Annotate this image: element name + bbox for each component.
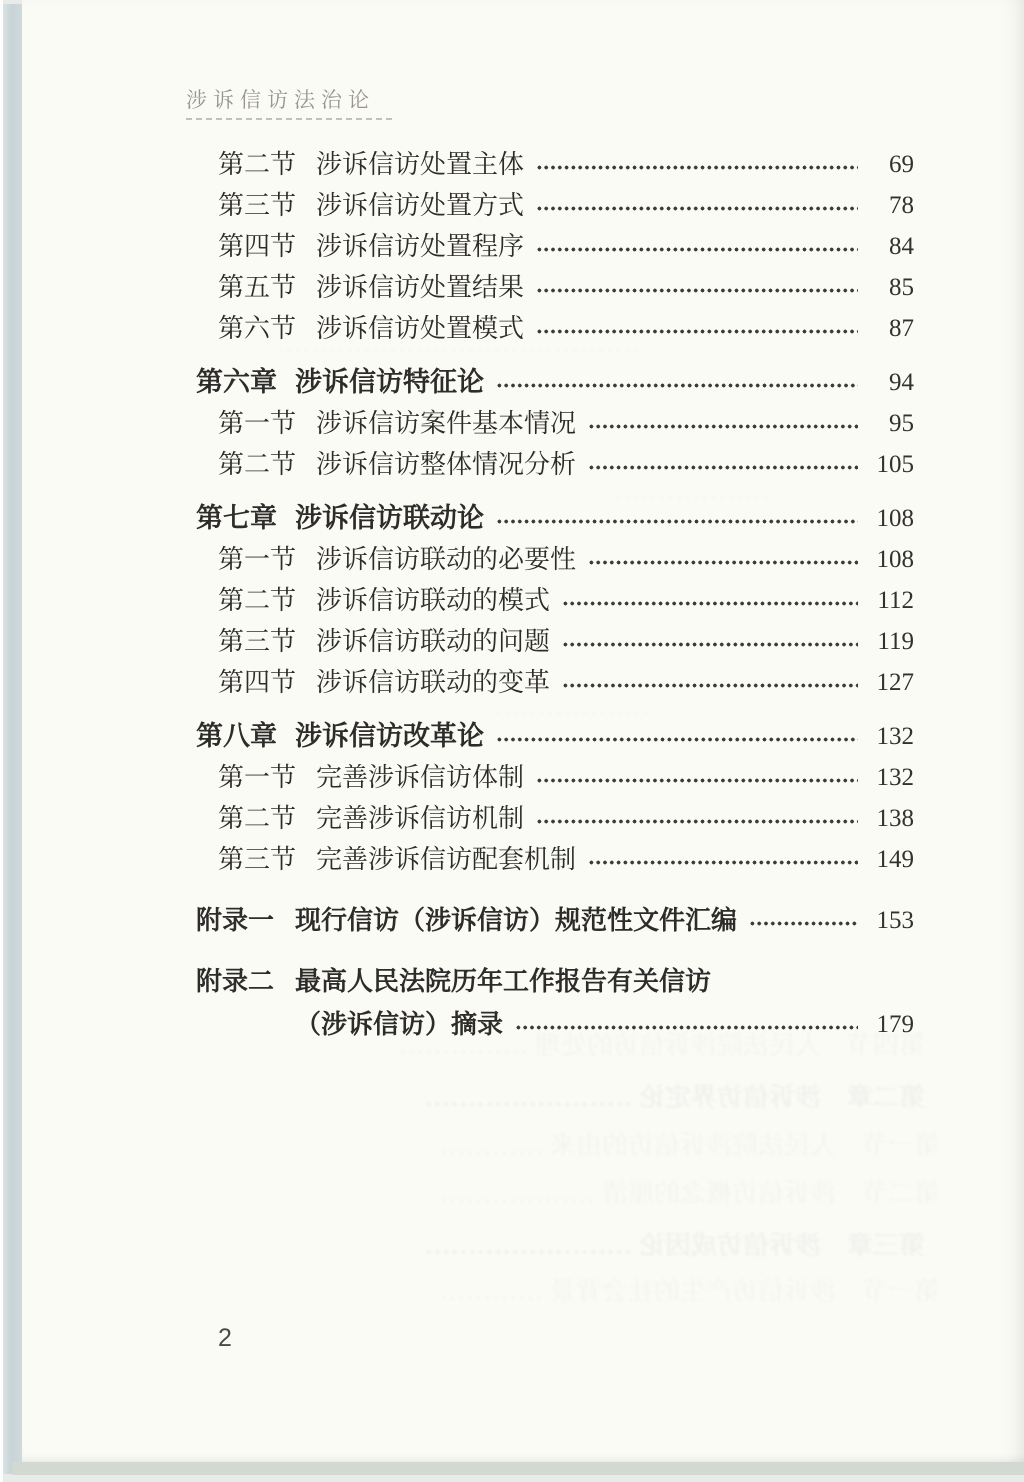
entry-number-label: 第六章 bbox=[196, 367, 277, 397]
scanned-book-page bbox=[22, 0, 1024, 1462]
running-header-dashed-rule bbox=[186, 118, 392, 120]
entry-page-number: 108 bbox=[876, 505, 914, 532]
dot-leader bbox=[562, 587, 858, 615]
entry-number-label: 附录二 bbox=[196, 966, 275, 996]
entry-page-number: 119 bbox=[877, 628, 914, 655]
entry-number-label: 第一节 bbox=[218, 409, 297, 438]
toc-entry bbox=[196, 668, 914, 697]
toc-entry bbox=[196, 586, 914, 615]
entry-title: 涉诉信访处置结果 bbox=[316, 273, 525, 302]
entry-title: 涉诉信访案件基本情况 bbox=[316, 409, 577, 438]
dot-leader bbox=[588, 410, 858, 438]
toc-entry bbox=[196, 368, 914, 397]
entry-title: 涉诉信访处置模式 bbox=[316, 314, 525, 343]
entry-number-label: 第八章 bbox=[196, 721, 277, 751]
dot-leader bbox=[562, 628, 858, 656]
toc-entry bbox=[196, 763, 914, 792]
dot-leader bbox=[588, 546, 858, 574]
scanner-edge-strip bbox=[3, 4, 22, 1474]
entry-page-number: 153 bbox=[876, 907, 914, 934]
toc-entry bbox=[196, 232, 914, 261]
entry-page-number: 127 bbox=[876, 669, 914, 696]
entry-number-label: 第七章 bbox=[196, 503, 277, 533]
entry-number-label: 附录一 bbox=[196, 905, 275, 935]
toc-entry bbox=[196, 545, 914, 574]
entry-title: 现行信访（涉诉信访）规范性文件汇编 bbox=[295, 905, 738, 935]
entry-number-label: 第三节 bbox=[218, 845, 297, 874]
dot-leader bbox=[536, 192, 858, 220]
entry-number-label: 第一节 bbox=[218, 545, 297, 574]
entry-title: 涉诉信访联动的问题 bbox=[316, 627, 551, 656]
toc-entry bbox=[196, 273, 914, 302]
toc-entry bbox=[196, 904, 914, 935]
entry-number-label: 第二节 bbox=[218, 586, 297, 615]
bleedthrough-line: 第二节 涉诉信访概念的厘清 ……………… bbox=[439, 1180, 940, 1208]
dot-leader bbox=[536, 315, 858, 343]
bleedthrough-line: 第三章 涉诉信访成因论 …………………… bbox=[424, 1232, 925, 1260]
entry-title: 涉诉信访联动论 bbox=[295, 503, 484, 533]
entry-page-number: 108 bbox=[876, 546, 914, 573]
entry-title: 涉诉信访联动的变革 bbox=[316, 668, 551, 697]
scanner-bottom-strip bbox=[12, 1462, 1024, 1475]
toc-entry bbox=[196, 1008, 914, 1039]
entry-page-number: 69 bbox=[889, 151, 914, 178]
dot-leader bbox=[536, 805, 858, 833]
toc-entry bbox=[196, 722, 914, 751]
entry-title: 涉诉信访联动的模式 bbox=[316, 586, 551, 615]
entry-number-label: 第三节 bbox=[218, 191, 297, 220]
dot-leader bbox=[496, 505, 858, 533]
dot-leader bbox=[496, 723, 858, 751]
toc-entry bbox=[196, 804, 914, 833]
dot-leader bbox=[536, 274, 858, 302]
toc-entry bbox=[196, 150, 914, 179]
entry-number-label: 第二节 bbox=[218, 804, 297, 833]
running-header: 涉诉信访法治论 bbox=[186, 88, 375, 112]
folio-page-number: 2 bbox=[218, 1324, 232, 1352]
entry-title: 涉诉信访联动的必要性 bbox=[316, 545, 577, 574]
bleedthrough-line: 第一节 人民法院涉诉信访的由来 ………… bbox=[439, 1132, 940, 1160]
entry-number-label: 第三节 bbox=[218, 627, 297, 656]
entry-page-number: 85 bbox=[889, 274, 914, 301]
entry-page-number: 87 bbox=[889, 315, 914, 342]
entry-number-label: 第二节 bbox=[218, 450, 297, 479]
entry-number-label: 第一节 bbox=[218, 763, 297, 792]
dot-leader bbox=[749, 907, 858, 935]
toc-entry bbox=[196, 504, 914, 533]
entry-title: （涉诉信访）摘录 bbox=[295, 1009, 504, 1039]
entry-title: 涉诉信访处置程序 bbox=[316, 232, 525, 261]
entry-page-number: 95 bbox=[889, 410, 914, 437]
bleedthrough-line: 第四节 人民法院涉诉信访的处理 …………… bbox=[398, 1032, 925, 1060]
entry-title: 完善涉诉信访机制 bbox=[316, 804, 525, 833]
bleedthrough-line: 第一节 涉诉信访产生的社会背景 ………… bbox=[439, 1278, 940, 1306]
dot-leader bbox=[515, 1011, 858, 1039]
toc-entry bbox=[196, 627, 914, 656]
toc-entry bbox=[196, 191, 914, 220]
dot-leader bbox=[536, 233, 858, 261]
entry-title: 涉诉信访整体情况分析 bbox=[316, 450, 577, 479]
entry-page-number: 132 bbox=[876, 723, 914, 750]
entry-page-number: 94 bbox=[889, 369, 914, 396]
dot-leader bbox=[496, 369, 858, 397]
entry-title: 完善涉诉信访配套机制 bbox=[316, 845, 577, 874]
entry-page-number: 105 bbox=[876, 451, 914, 478]
dot-leader bbox=[588, 846, 858, 874]
toc-entry bbox=[196, 314, 914, 343]
dot-leader bbox=[536, 764, 858, 792]
toc-entry bbox=[196, 965, 914, 996]
toc-entry bbox=[196, 450, 914, 479]
entry-number-label: 第四节 bbox=[218, 668, 297, 697]
entry-title: 最高人民法院历年工作报告有关信访 bbox=[295, 966, 712, 996]
toc-list bbox=[196, 150, 914, 1039]
entry-page-number: 112 bbox=[877, 587, 914, 614]
entry-page-number: 138 bbox=[876, 805, 914, 832]
entry-number-label: 第五节 bbox=[218, 273, 297, 302]
entry-title: 涉诉信访处置方式 bbox=[316, 191, 525, 220]
dot-leader bbox=[562, 669, 858, 697]
entry-page-number: 149 bbox=[876, 846, 914, 873]
entry-title: 涉诉信访处置主体 bbox=[316, 150, 525, 179]
entry-page-number: 84 bbox=[889, 233, 914, 260]
entry-page-number: 132 bbox=[876, 764, 914, 791]
toc-entry bbox=[196, 845, 914, 874]
dot-leader bbox=[536, 151, 858, 179]
entry-number-label: 第六节 bbox=[218, 314, 297, 343]
bleedthrough-line: 第二章 涉诉信访界定论 …………………… bbox=[424, 1084, 925, 1112]
entry-title: 涉诉信访改革论 bbox=[295, 721, 484, 751]
dot-leader bbox=[588, 451, 858, 479]
entry-page-number: 179 bbox=[876, 1011, 914, 1038]
entry-number-label: 第二节 bbox=[218, 150, 297, 179]
entry-page-number: 78 bbox=[889, 192, 914, 219]
entry-number-label: 第四节 bbox=[218, 232, 297, 261]
entry-title: 完善涉诉信访体制 bbox=[316, 763, 525, 792]
toc-entry bbox=[196, 409, 914, 438]
entry-title: 涉诉信访特征论 bbox=[295, 367, 484, 397]
